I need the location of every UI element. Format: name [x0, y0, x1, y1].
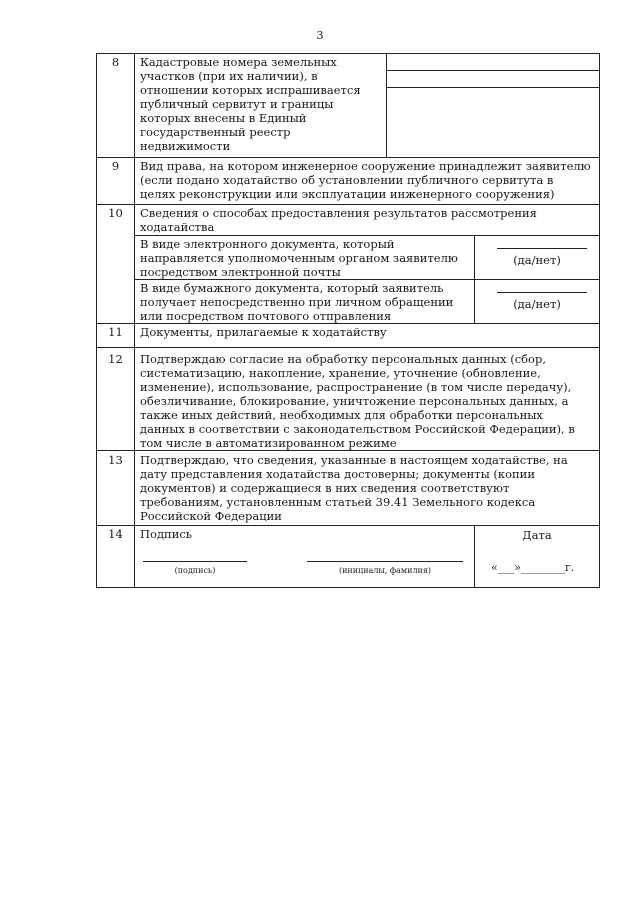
signature-caption: (подпись) — [174, 566, 216, 575]
initials-caption: (инициалы, фамилия) — [338, 566, 432, 575]
form-row-12 — [97, 348, 599, 451]
signature-line[interactable] — [143, 561, 247, 562]
form-row-14 — [97, 526, 599, 587]
row-number: 8 — [97, 54, 135, 157]
application-form-table — [96, 53, 600, 588]
delivery-electronic-row — [135, 235, 599, 279]
ownership-right-field[interactable]: Вид права, на котором инженерное сооружение принадлежит заявителю (если подано ходатайство об установлении публичного сервитута в целях реконструкции или эксплуатации инженерного сооружения) — [140, 159, 591, 201]
answer-line — [497, 248, 587, 249]
page-number: 3 — [316, 29, 324, 42]
delivery-paper-label: В виде бумажного документа, который заявитель получает непосредственно при личном обращении или посредством почтового отправления — [135, 280, 475, 323]
yes-no-caption: (да/нет) — [513, 297, 561, 311]
delivery-paper-row — [135, 279, 599, 323]
form-row-11 — [97, 324, 599, 348]
signature-label: Подпись — [140, 527, 193, 541]
cadastral-numbers-label: Кадастровые номера земельных участков (при их наличии), в отношении которых испрашивается публичный сервитут и границы которых внесены в Единый государственный реестр недвижимости — [135, 54, 387, 157]
attached-documents-field[interactable]: Документы, прилагаемые к ходатайству — [140, 325, 387, 339]
cadastral-number-field[interactable] — [387, 71, 599, 88]
delivery-electronic-answer[interactable] — [475, 236, 599, 279]
form-row-8 — [97, 54, 599, 158]
delivery-method-heading: Сведения о способах предоставления результатов рассмотрения ходатайства — [140, 206, 537, 234]
row-number: 9 — [97, 158, 135, 204]
row-number: 10 — [97, 205, 135, 323]
date-section — [475, 526, 599, 587]
row-number: 14 — [97, 526, 135, 587]
accuracy-confirmation: Подтверждаю, что сведения, указанные в настоящем ходатайстве, на дату представления ходатайства достоверны; документы (копии документов) и содержащиеся в них сведения соответствуют требованиям, установленным статьей 39.41 Земельного кодекса Российской Федерации — [140, 453, 568, 523]
cadastral-numbers-fields — [387, 54, 599, 157]
form-row-10 — [97, 205, 599, 324]
delivery-paper-answer[interactable] — [475, 280, 599, 323]
cadastral-number-field[interactable] — [387, 88, 599, 157]
delivery-electronic-label: В виде электронного документа, который направляется уполномоченным органом заявителю посредством электронной почты — [135, 236, 475, 279]
cadastral-number-field[interactable] — [387, 54, 599, 71]
date-label: Дата — [522, 528, 552, 542]
yes-no-caption: (да/нет) — [513, 253, 561, 267]
personal-data-consent: Подтверждаю согласие на обработку персональных данных (сбор, систематизацию, накопление, хранение, уточнение (обновление, изменение), использование, распространение (в том числе передачу), обезличивание, блокирование, уничтожение персональных данных, а также иных действий, необходимых для обработки персональных данных в соответствии с законодательством Российской Федерации), в том числе в автоматизированном режиме — [140, 352, 575, 450]
form-row-13 — [97, 451, 599, 526]
date-field[interactable]: «___»________г. — [491, 561, 575, 574]
row-number: 12 — [97, 348, 135, 450]
form-row-9 — [97, 158, 599, 205]
signature-section — [135, 526, 475, 587]
initials-line[interactable] — [307, 561, 463, 562]
row-number: 11 — [97, 324, 135, 347]
answer-line — [497, 292, 587, 293]
row-number: 13 — [97, 451, 135, 525]
